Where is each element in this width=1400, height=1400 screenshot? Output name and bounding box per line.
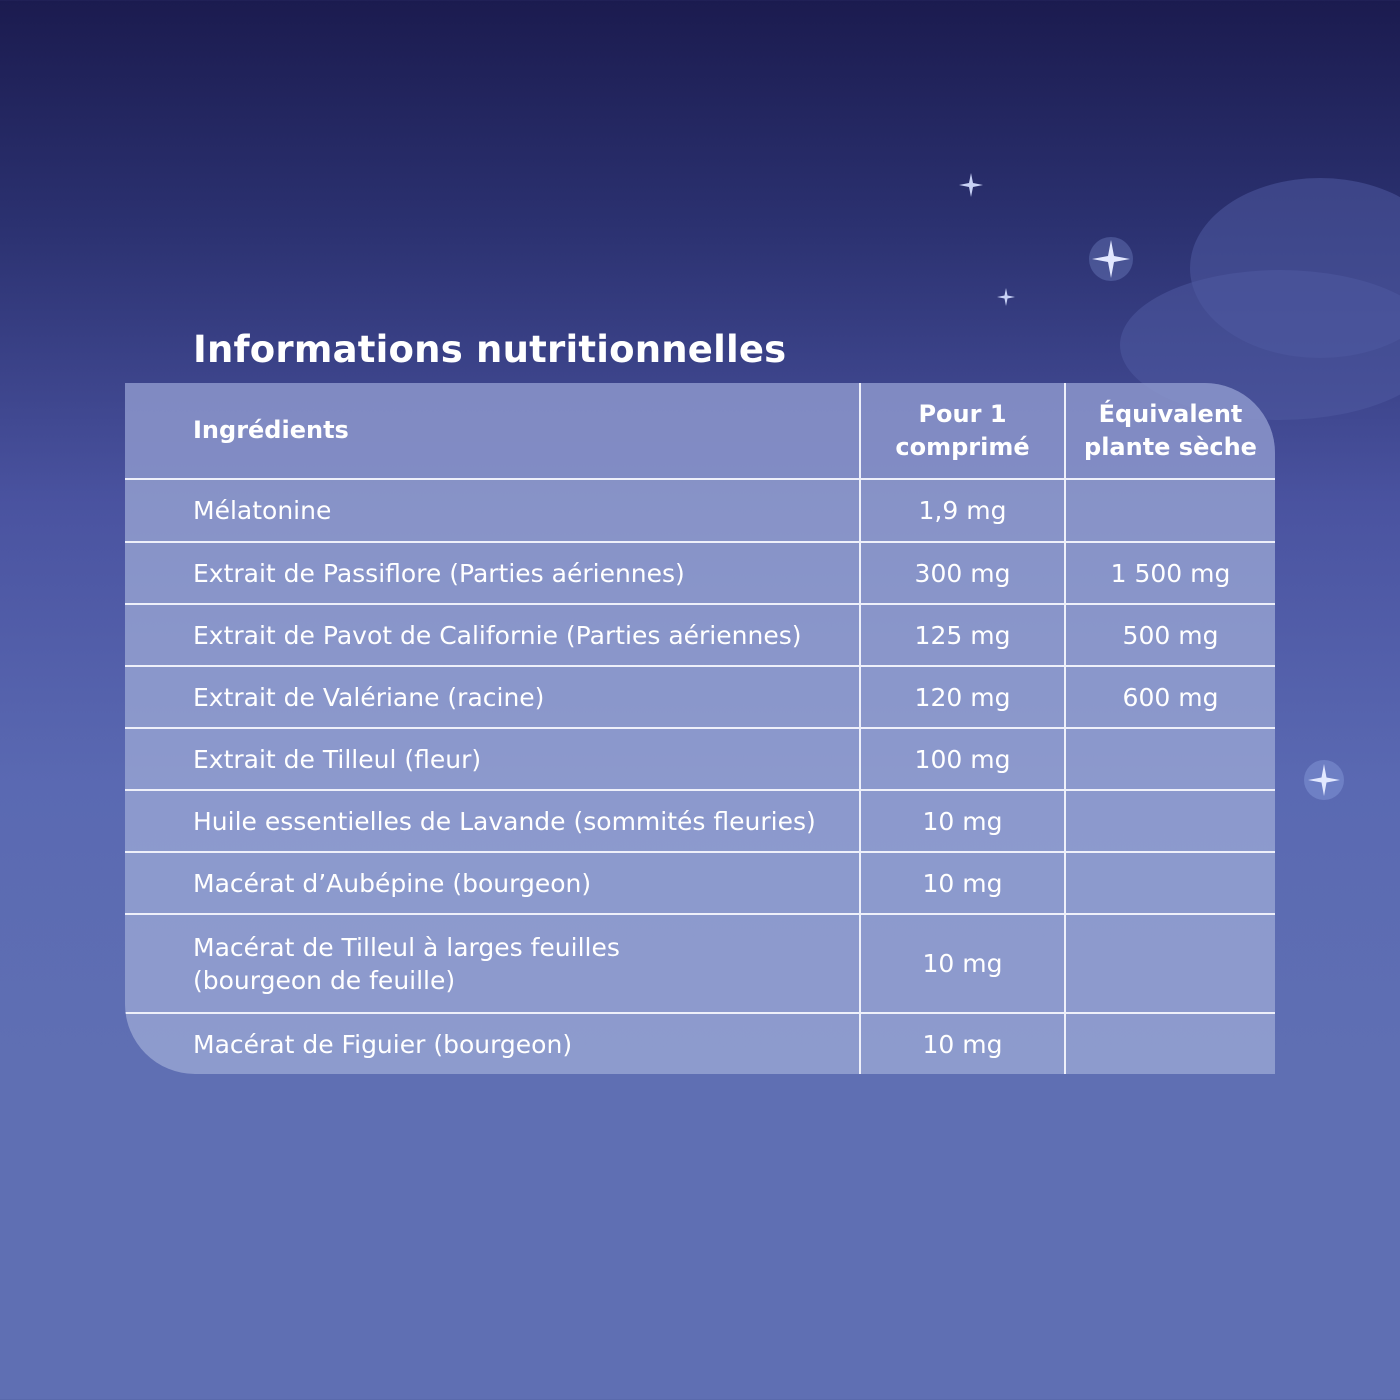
ingredient-cell [125,853,861,913]
ingredient-cell [125,791,861,851]
sparkle-star-icon [1301,757,1347,803]
ingredient-cell-text: Macérat d’Aubépine (bourgeon) [193,868,592,898]
per-tablet-cell [861,791,1066,851]
dry-plant-cell-text: 500 mg [1122,620,1219,650]
per-tablet-cell-text: 1,9 mg [918,496,1007,525]
column-header-dry-plant [1066,383,1275,478]
per-tablet-cell [861,667,1066,727]
ingredient-cell [125,543,861,603]
per-tablet-cell [861,1014,1066,1074]
per-tablet-cell-text: 10 mg [922,1030,1003,1059]
ingredient-cell-text: Macérat de Figuier (bourgeon) [193,1030,573,1059]
column-header-per-tablet [861,383,1066,478]
per-tablet-cell [861,480,1066,541]
dry-plant-cell [1066,915,1275,1012]
table-row [125,729,1275,791]
table-row [125,605,1275,667]
column-header-per-tablet-label: Pour 1 comprimé [895,399,1030,461]
column-header-dry-plant-label: Équivalent plante sèche [1084,399,1257,461]
per-tablet-cell [861,729,1066,789]
table-row [125,480,1275,543]
per-tablet-cell [861,543,1066,603]
ingredient-cell [125,480,861,541]
nutrition-table [125,383,1275,1074]
ingredient-cell [125,605,861,665]
dry-plant-cell [1066,480,1275,541]
per-tablet-cell-text: 125 mg [914,620,1011,650]
dry-plant-cell [1066,853,1275,913]
ingredient-cell-text: Mélatonine [193,496,332,525]
dry-plant-cell [1066,1014,1275,1074]
nutrition-table-body [125,383,1275,1074]
ingredient-cell-text: Extrait de Passiflore (Parties aériennes) [193,558,685,588]
ingredient-cell-text: Huile essentielles de Lavande (sommités fleuries) [193,806,816,836]
ingredient-cell [125,667,861,727]
dry-plant-cell [1066,605,1275,665]
table-header-row [125,383,1275,480]
ingredient-cell [125,915,861,1012]
table-row [125,915,1275,1014]
ingredient-cell [125,1014,861,1074]
table-row [125,1014,1275,1074]
dry-plant-cell [1066,543,1275,603]
column-header-ingredients [125,383,861,478]
sparkle-star-icon [1086,234,1136,284]
per-tablet-cell-text: 300 mg [914,558,1011,588]
per-tablet-cell-text: 10 mg [922,806,1003,836]
page-title: Informations nutritionnelles [193,328,787,371]
dry-plant-cell [1066,791,1275,851]
per-tablet-cell [861,853,1066,913]
per-tablet-cell-text: 100 mg [914,744,1011,774]
sparkle-star-icon [996,287,1016,307]
ingredient-cell-text: Macérat de Tilleul à larges feuilles (bourgeon de feuille) [193,932,620,995]
dry-plant-cell [1066,667,1275,727]
dry-plant-cell-text: 600 mg [1122,682,1219,712]
per-tablet-cell-text: 120 mg [914,682,1011,712]
column-header-ingredients-label: Ingrédients [193,416,349,444]
table-row [125,667,1275,729]
ingredient-cell-text: Extrait de Pavot de Californie (Parties aériennes) [193,620,802,650]
table-row [125,853,1275,915]
per-tablet-cell [861,605,1066,665]
per-tablet-cell-text: 10 mg [922,949,1003,978]
table-row [125,791,1275,853]
sparkle-star-icon [958,172,984,198]
ingredient-cell [125,729,861,789]
dry-plant-cell [1066,729,1275,789]
per-tablet-cell-text: 10 mg [922,868,1003,898]
ingredient-cell-text: Extrait de Tilleul (fleur) [193,744,482,774]
per-tablet-cell [861,915,1066,1012]
dry-plant-cell-text: 1 500 mg [1110,558,1231,588]
table-row [125,543,1275,605]
ingredient-cell-text: Extrait de Valériane (racine) [193,682,545,712]
